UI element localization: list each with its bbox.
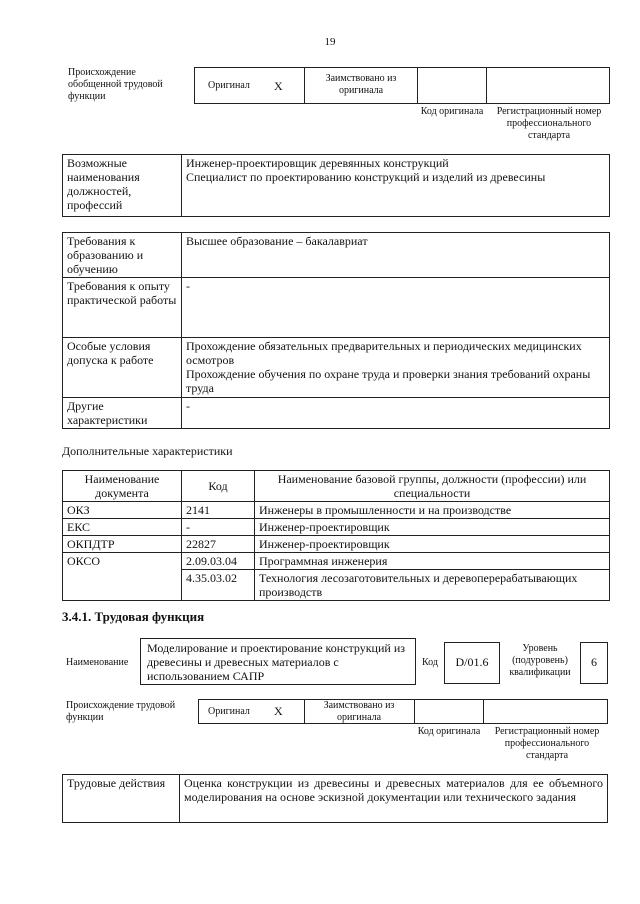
table-row: 4.35.03.02 Технология лесозаготовительных и деревоперерабатывающих производств — [63, 570, 610, 601]
positions-line: Инженер-проектировщик деревянных конструкций — [186, 156, 449, 170]
req-label: Особые условия допуска к работе — [63, 338, 182, 398]
positions-table — [62, 154, 610, 217]
table-row: ОКСО 2.09.03.04 Программная инженерия — [63, 553, 610, 570]
function-level: 6 — [580, 642, 608, 684]
positions-label: Возможные наименования должностей, профессий — [63, 155, 182, 217]
code-label: Код — [422, 657, 438, 668]
original-mark: X — [274, 704, 283, 718]
borrowed-label: Заимствовано из оригинала — [323, 700, 395, 723]
original-mark: X — [274, 79, 283, 93]
origin-label: Происхождение трудовой функции — [66, 700, 176, 723]
original-label: Оригинал — [208, 80, 250, 91]
req-label: Требования к опыту практической работы — [63, 278, 182, 338]
code-original-label: Код оригинала — [417, 726, 481, 737]
table-row: ОКПДТР 22827 Инженер-проектировщик — [63, 536, 610, 553]
function-name: Моделирование и проектирование конструкций из древесины и древесных материалов с использованием САПР — [140, 638, 416, 685]
req-value: Прохождение обязательных предварительных и периодических медицинских осмотров — [186, 339, 582, 367]
requirements-table — [62, 232, 610, 429]
req-value: - — [182, 278, 610, 338]
level-label: Уровень (подуровень) квалификации — [509, 643, 571, 678]
origin-label: Происхождение обобщенной трудовой функции — [68, 67, 163, 102]
header-code: Код — [182, 471, 255, 502]
code-original-label: Код оригинала — [420, 106, 484, 117]
table-row: ОКЗ 2141 Инженеры в промышленности и на производстве — [63, 502, 610, 519]
actions-text: Оценка конструкции из древесины и древесных материалов для ее объемного моделирования на основе эскизной документации или технического задания — [180, 775, 608, 823]
header-name: Наименование базовой группы, должности (профессии) или специальности — [255, 471, 610, 502]
req-value: - — [182, 398, 610, 429]
header-doc: Наименование документа — [63, 471, 182, 502]
actions-table — [62, 774, 608, 823]
function-code: D/01.6 — [444, 642, 500, 684]
borrowed-label: Заимствовано из оригинала — [325, 73, 397, 96]
req-value: Высшее образование – бакалавриат — [182, 233, 610, 278]
req-label: Другие характеристики — [63, 398, 182, 429]
section-heading: 3.4.1. Трудовая функция — [62, 609, 205, 624]
additional-table — [62, 470, 610, 601]
table-row: ЕКС - Инженер-проектировщик — [63, 519, 610, 536]
page-number: 19 — [324, 36, 336, 48]
name-label: Наименование — [66, 657, 129, 668]
req-value: Прохождение обучения по охране труда и проверки знания требований охраны труда — [186, 367, 591, 395]
reg-number-label: Регистрационный номер профессионального стандарта — [496, 106, 602, 141]
additional-heading: Дополнительные характеристики — [62, 444, 233, 458]
req-label: Требования к образованию и обучению — [63, 233, 182, 278]
reg-number-label: Регистрационный номер профессионального стандарта — [494, 726, 600, 761]
actions-label: Трудовые действия — [63, 775, 180, 823]
original-label: Оригинал — [208, 706, 250, 717]
positions-line: Специалист по проектированию конструкций и изделий из древесины — [186, 170, 546, 184]
